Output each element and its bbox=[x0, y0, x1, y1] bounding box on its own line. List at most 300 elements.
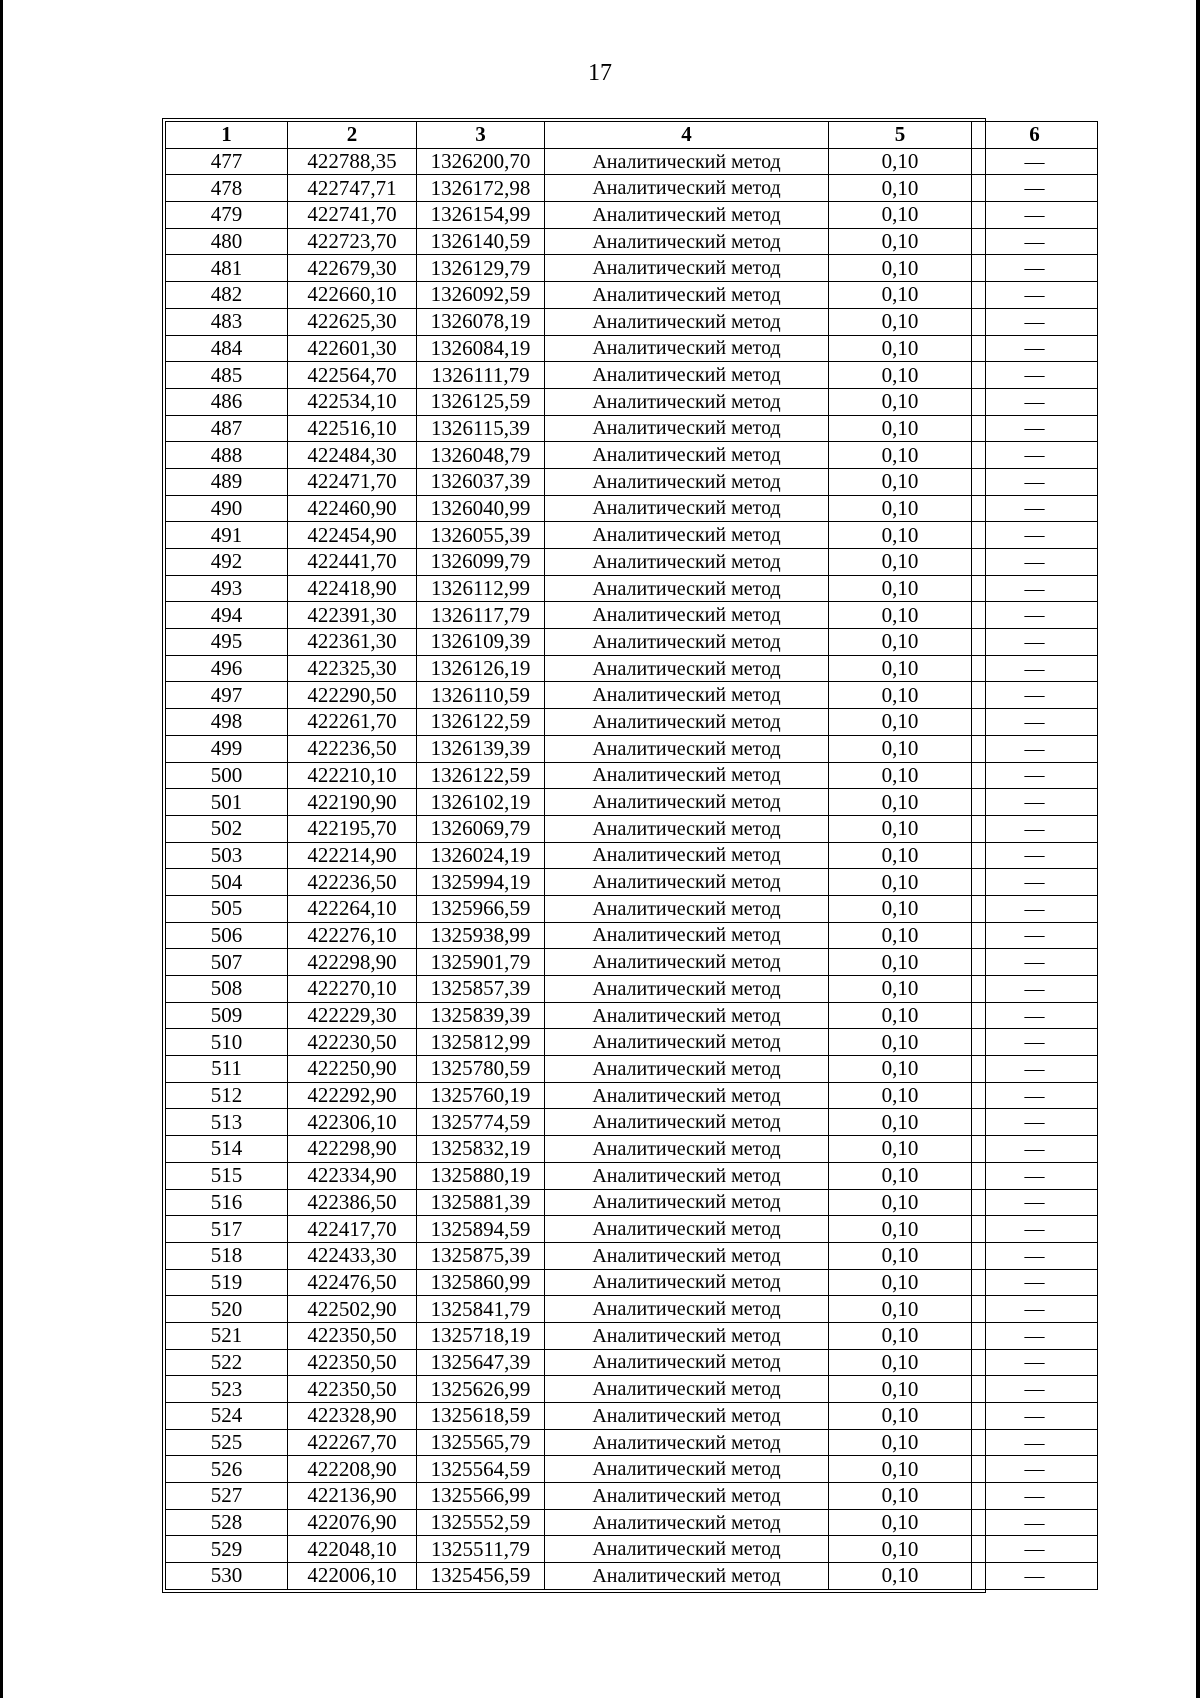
y-coordinate-cell: 1326154,99 bbox=[417, 202, 545, 229]
note-cell: — bbox=[972, 602, 1098, 629]
accuracy-cell: 0,10 bbox=[829, 1189, 972, 1216]
note-cell: — bbox=[972, 1189, 1098, 1216]
table-row bbox=[166, 602, 1098, 629]
method-cell: Аналитический метод bbox=[545, 1029, 829, 1056]
x-coordinate-cell: 422048,10 bbox=[288, 1536, 417, 1563]
note-cell: — bbox=[972, 949, 1098, 976]
table-row bbox=[166, 1029, 1098, 1056]
x-coordinate-cell: 422460,90 bbox=[288, 495, 417, 522]
point-number-cell: 515 bbox=[166, 1162, 288, 1189]
table-header-row bbox=[166, 122, 1098, 149]
table-row bbox=[166, 175, 1098, 202]
table-row bbox=[166, 362, 1098, 389]
y-coordinate-cell: 1325966,59 bbox=[417, 895, 545, 922]
table-row bbox=[166, 789, 1098, 816]
point-number-cell: 485 bbox=[166, 362, 288, 389]
accuracy-cell: 0,10 bbox=[829, 335, 972, 362]
table-row bbox=[166, 495, 1098, 522]
header-col-1: 1 bbox=[166, 122, 288, 149]
x-coordinate-cell: 422267,70 bbox=[288, 1429, 417, 1456]
point-number-cell: 511 bbox=[166, 1056, 288, 1083]
x-coordinate-cell: 422229,30 bbox=[288, 1002, 417, 1029]
note-cell: — bbox=[972, 468, 1098, 495]
x-coordinate-cell: 422195,70 bbox=[288, 815, 417, 842]
header-col-2: 2 bbox=[288, 122, 417, 149]
point-number-cell: 526 bbox=[166, 1456, 288, 1483]
note-cell: — bbox=[972, 976, 1098, 1003]
table-row bbox=[166, 895, 1098, 922]
point-number-cell: 499 bbox=[166, 735, 288, 762]
point-number-cell: 527 bbox=[166, 1483, 288, 1510]
note-cell: — bbox=[972, 655, 1098, 682]
accuracy-cell: 0,10 bbox=[829, 362, 972, 389]
x-coordinate-cell: 422328,90 bbox=[288, 1403, 417, 1430]
x-coordinate-cell: 422276,10 bbox=[288, 922, 417, 949]
accuracy-cell: 0,10 bbox=[829, 282, 972, 309]
x-coordinate-cell: 422006,10 bbox=[288, 1563, 417, 1590]
y-coordinate-cell: 1325760,19 bbox=[417, 1082, 545, 1109]
point-number-cell: 517 bbox=[166, 1216, 288, 1243]
point-number-cell: 514 bbox=[166, 1136, 288, 1163]
method-cell: Аналитический метод bbox=[545, 255, 829, 282]
accuracy-cell: 0,10 bbox=[829, 1242, 972, 1269]
y-coordinate-cell: 1325456,59 bbox=[417, 1563, 545, 1590]
method-cell: Аналитический метод bbox=[545, 362, 829, 389]
note-cell: — bbox=[972, 1082, 1098, 1109]
method-cell: Аналитический метод bbox=[545, 1429, 829, 1456]
x-coordinate-cell: 422214,90 bbox=[288, 842, 417, 869]
table-row bbox=[166, 335, 1098, 362]
page-number: 17 bbox=[588, 60, 612, 86]
method-cell: Аналитический метод bbox=[545, 1322, 829, 1349]
x-coordinate-cell: 422230,50 bbox=[288, 1029, 417, 1056]
note-cell: — bbox=[972, 842, 1098, 869]
y-coordinate-cell: 1326048,79 bbox=[417, 442, 545, 469]
x-coordinate-cell: 422741,70 bbox=[288, 202, 417, 229]
table-row bbox=[166, 575, 1098, 602]
x-coordinate-cell: 422534,10 bbox=[288, 388, 417, 415]
method-cell: Аналитический метод bbox=[545, 1002, 829, 1029]
method-cell: Аналитический метод bbox=[545, 282, 829, 309]
y-coordinate-cell: 1326122,59 bbox=[417, 709, 545, 736]
accuracy-cell: 0,10 bbox=[829, 442, 972, 469]
x-coordinate-cell: 422350,50 bbox=[288, 1349, 417, 1376]
y-coordinate-cell: 1326040,99 bbox=[417, 495, 545, 522]
header-col-6: 6 bbox=[972, 122, 1098, 149]
accuracy-cell: 0,10 bbox=[829, 175, 972, 202]
method-cell: Аналитический метод bbox=[545, 335, 829, 362]
scan-edge-right bbox=[1196, 0, 1200, 1698]
accuracy-cell: 0,10 bbox=[829, 762, 972, 789]
scan-edge-left bbox=[0, 0, 3, 1698]
y-coordinate-cell: 1325901,79 bbox=[417, 949, 545, 976]
table-row bbox=[166, 1136, 1098, 1163]
note-cell: — bbox=[972, 1029, 1098, 1056]
method-cell: Аналитический метод bbox=[545, 1136, 829, 1163]
table-row bbox=[166, 655, 1098, 682]
point-number-cell: 478 bbox=[166, 175, 288, 202]
method-cell: Аналитический метод bbox=[545, 308, 829, 335]
point-number-cell: 497 bbox=[166, 682, 288, 709]
header-col-3: 3 bbox=[417, 122, 545, 149]
x-coordinate-cell: 422747,71 bbox=[288, 175, 417, 202]
table-row bbox=[166, 842, 1098, 869]
y-coordinate-cell: 1326078,19 bbox=[417, 308, 545, 335]
note-cell: — bbox=[972, 1056, 1098, 1083]
table-row bbox=[166, 228, 1098, 255]
x-coordinate-cell: 422334,90 bbox=[288, 1162, 417, 1189]
note-cell: — bbox=[972, 1349, 1098, 1376]
method-cell: Аналитический метод bbox=[545, 1216, 829, 1243]
y-coordinate-cell: 1325860,99 bbox=[417, 1269, 545, 1296]
header-col-4: 4 bbox=[545, 122, 829, 149]
note-cell: — bbox=[972, 335, 1098, 362]
accuracy-cell: 0,10 bbox=[829, 1082, 972, 1109]
accuracy-cell: 0,10 bbox=[829, 895, 972, 922]
y-coordinate-cell: 1326112,99 bbox=[417, 575, 545, 602]
point-number-cell: 512 bbox=[166, 1082, 288, 1109]
x-coordinate-cell: 422788,35 bbox=[288, 148, 417, 175]
method-cell: Аналитический метод bbox=[545, 388, 829, 415]
point-number-cell: 481 bbox=[166, 255, 288, 282]
method-cell: Аналитический метод bbox=[545, 1403, 829, 1430]
accuracy-cell: 0,10 bbox=[829, 1296, 972, 1323]
y-coordinate-cell: 1325841,79 bbox=[417, 1296, 545, 1323]
x-coordinate-cell: 422350,50 bbox=[288, 1376, 417, 1403]
note-cell: — bbox=[972, 1216, 1098, 1243]
method-cell: Аналитический метод bbox=[545, 468, 829, 495]
x-coordinate-cell: 422679,30 bbox=[288, 255, 417, 282]
accuracy-cell: 0,10 bbox=[829, 1509, 972, 1536]
point-number-cell: 525 bbox=[166, 1429, 288, 1456]
accuracy-cell: 0,10 bbox=[829, 1216, 972, 1243]
note-cell: — bbox=[972, 762, 1098, 789]
table-row bbox=[166, 1376, 1098, 1403]
point-number-cell: 507 bbox=[166, 949, 288, 976]
method-cell: Аналитический метод bbox=[545, 869, 829, 896]
table-row bbox=[166, 1563, 1098, 1590]
accuracy-cell: 0,10 bbox=[829, 202, 972, 229]
x-coordinate-cell: 422502,90 bbox=[288, 1296, 417, 1323]
method-cell: Аналитический метод bbox=[545, 522, 829, 549]
x-coordinate-cell: 422236,50 bbox=[288, 735, 417, 762]
y-coordinate-cell: 1325994,19 bbox=[417, 869, 545, 896]
point-number-cell: 520 bbox=[166, 1296, 288, 1323]
note-cell: — bbox=[972, 922, 1098, 949]
table-row bbox=[166, 976, 1098, 1003]
table-row bbox=[166, 1403, 1098, 1430]
method-cell: Аналитический метод bbox=[545, 1296, 829, 1323]
x-coordinate-cell: 422264,10 bbox=[288, 895, 417, 922]
x-coordinate-cell: 422386,50 bbox=[288, 1189, 417, 1216]
y-coordinate-cell: 1325774,59 bbox=[417, 1109, 545, 1136]
table-row bbox=[166, 1269, 1098, 1296]
note-cell: — bbox=[972, 1563, 1098, 1590]
x-coordinate-cell: 422660,10 bbox=[288, 282, 417, 309]
accuracy-cell: 0,10 bbox=[829, 976, 972, 1003]
accuracy-cell: 0,10 bbox=[829, 415, 972, 442]
accuracy-cell: 0,10 bbox=[829, 842, 972, 869]
accuracy-cell: 0,10 bbox=[829, 1376, 972, 1403]
y-coordinate-cell: 1326024,19 bbox=[417, 842, 545, 869]
point-number-cell: 523 bbox=[166, 1376, 288, 1403]
table-row bbox=[166, 1189, 1098, 1216]
y-coordinate-cell: 1326099,79 bbox=[417, 549, 545, 576]
note-cell: — bbox=[972, 1269, 1098, 1296]
accuracy-cell: 0,10 bbox=[829, 1056, 972, 1083]
accuracy-cell: 0,10 bbox=[829, 1269, 972, 1296]
x-coordinate-cell: 422471,70 bbox=[288, 468, 417, 495]
method-cell: Аналитический метод bbox=[545, 629, 829, 656]
note-cell: — bbox=[972, 575, 1098, 602]
y-coordinate-cell: 1326084,19 bbox=[417, 335, 545, 362]
point-number-cell: 528 bbox=[166, 1509, 288, 1536]
point-number-cell: 482 bbox=[166, 282, 288, 309]
y-coordinate-cell: 1325839,39 bbox=[417, 1002, 545, 1029]
point-number-cell: 518 bbox=[166, 1242, 288, 1269]
accuracy-cell: 0,10 bbox=[829, 1429, 972, 1456]
y-coordinate-cell: 1326139,39 bbox=[417, 735, 545, 762]
table-row bbox=[166, 1536, 1098, 1563]
note-cell: — bbox=[972, 1109, 1098, 1136]
table-row bbox=[166, 1216, 1098, 1243]
accuracy-cell: 0,10 bbox=[829, 735, 972, 762]
accuracy-cell: 0,10 bbox=[829, 575, 972, 602]
y-coordinate-cell: 1325647,39 bbox=[417, 1349, 545, 1376]
y-coordinate-cell: 1325566,99 bbox=[417, 1483, 545, 1510]
method-cell: Аналитический метод bbox=[545, 148, 829, 175]
y-coordinate-cell: 1326092,59 bbox=[417, 282, 545, 309]
x-coordinate-cell: 422208,90 bbox=[288, 1456, 417, 1483]
y-coordinate-cell: 1325565,79 bbox=[417, 1429, 545, 1456]
point-number-cell: 488 bbox=[166, 442, 288, 469]
accuracy-cell: 0,10 bbox=[829, 468, 972, 495]
table-row bbox=[166, 1296, 1098, 1323]
note-cell: — bbox=[972, 1536, 1098, 1563]
method-cell: Аналитический метод bbox=[545, 1109, 829, 1136]
point-number-cell: 480 bbox=[166, 228, 288, 255]
x-coordinate-cell: 422516,10 bbox=[288, 415, 417, 442]
method-cell: Аналитический метод bbox=[545, 1189, 829, 1216]
table-row bbox=[166, 1349, 1098, 1376]
x-coordinate-cell: 422298,90 bbox=[288, 949, 417, 976]
note-cell: — bbox=[972, 789, 1098, 816]
note-cell: — bbox=[972, 1002, 1098, 1029]
accuracy-cell: 0,10 bbox=[829, 1136, 972, 1163]
x-coordinate-cell: 422417,70 bbox=[288, 1216, 417, 1243]
accuracy-cell: 0,10 bbox=[829, 922, 972, 949]
table-row bbox=[166, 735, 1098, 762]
table-row bbox=[166, 949, 1098, 976]
accuracy-cell: 0,10 bbox=[829, 869, 972, 896]
y-coordinate-cell: 1325618,59 bbox=[417, 1403, 545, 1430]
method-cell: Аналитический метод bbox=[545, 709, 829, 736]
y-coordinate-cell: 1326109,39 bbox=[417, 629, 545, 656]
y-coordinate-cell: 1326172,98 bbox=[417, 175, 545, 202]
note-cell: — bbox=[972, 415, 1098, 442]
point-number-cell: 505 bbox=[166, 895, 288, 922]
x-coordinate-cell: 422076,90 bbox=[288, 1509, 417, 1536]
method-cell: Аналитический метод bbox=[545, 175, 829, 202]
table-body bbox=[166, 148, 1098, 1589]
note-cell: — bbox=[972, 1242, 1098, 1269]
table-row bbox=[166, 282, 1098, 309]
y-coordinate-cell: 1326125,59 bbox=[417, 388, 545, 415]
y-coordinate-cell: 1325875,39 bbox=[417, 1242, 545, 1269]
method-cell: Аналитический метод bbox=[545, 842, 829, 869]
note-cell: — bbox=[972, 522, 1098, 549]
x-coordinate-cell: 422476,50 bbox=[288, 1269, 417, 1296]
point-number-cell: 486 bbox=[166, 388, 288, 415]
point-number-cell: 530 bbox=[166, 1563, 288, 1590]
x-coordinate-cell: 422564,70 bbox=[288, 362, 417, 389]
method-cell: Аналитический метод bbox=[545, 1563, 829, 1590]
accuracy-cell: 0,10 bbox=[829, 1403, 972, 1430]
x-coordinate-cell: 422261,70 bbox=[288, 709, 417, 736]
x-coordinate-cell: 422454,90 bbox=[288, 522, 417, 549]
point-number-cell: 495 bbox=[166, 629, 288, 656]
accuracy-cell: 0,10 bbox=[829, 148, 972, 175]
y-coordinate-cell: 1325511,79 bbox=[417, 1536, 545, 1563]
point-number-cell: 491 bbox=[166, 522, 288, 549]
x-coordinate-cell: 422433,30 bbox=[288, 1242, 417, 1269]
method-cell: Аналитический метод bbox=[545, 655, 829, 682]
x-coordinate-cell: 422292,90 bbox=[288, 1082, 417, 1109]
method-cell: Аналитический метод bbox=[545, 602, 829, 629]
table-row bbox=[166, 1483, 1098, 1510]
note-cell: — bbox=[972, 255, 1098, 282]
y-coordinate-cell: 1325626,99 bbox=[417, 1376, 545, 1403]
accuracy-cell: 0,10 bbox=[829, 255, 972, 282]
table-row bbox=[166, 629, 1098, 656]
table-row bbox=[166, 255, 1098, 282]
note-cell: — bbox=[972, 175, 1098, 202]
table-row bbox=[166, 762, 1098, 789]
point-number-cell: 492 bbox=[166, 549, 288, 576]
point-number-cell: 513 bbox=[166, 1109, 288, 1136]
table-row bbox=[166, 1429, 1098, 1456]
note-cell: — bbox=[972, 1162, 1098, 1189]
accuracy-cell: 0,10 bbox=[829, 1029, 972, 1056]
point-number-cell: 509 bbox=[166, 1002, 288, 1029]
method-cell: Аналитический метод bbox=[545, 1162, 829, 1189]
note-cell: — bbox=[972, 228, 1098, 255]
accuracy-cell: 0,10 bbox=[829, 1483, 972, 1510]
method-cell: Аналитический метод bbox=[545, 442, 829, 469]
method-cell: Аналитический метод bbox=[545, 895, 829, 922]
table-row bbox=[166, 1456, 1098, 1483]
note-cell: — bbox=[972, 282, 1098, 309]
note-cell: — bbox=[972, 388, 1098, 415]
table-row bbox=[166, 522, 1098, 549]
point-number-cell: 489 bbox=[166, 468, 288, 495]
method-cell: Аналитический метод bbox=[545, 575, 829, 602]
note-cell: — bbox=[972, 362, 1098, 389]
y-coordinate-cell: 1325780,59 bbox=[417, 1056, 545, 1083]
accuracy-cell: 0,10 bbox=[829, 655, 972, 682]
note-cell: — bbox=[972, 549, 1098, 576]
y-coordinate-cell: 1326140,59 bbox=[417, 228, 545, 255]
y-coordinate-cell: 1326122,59 bbox=[417, 762, 545, 789]
point-number-cell: 506 bbox=[166, 922, 288, 949]
point-number-cell: 500 bbox=[166, 762, 288, 789]
x-coordinate-cell: 422270,10 bbox=[288, 976, 417, 1003]
y-coordinate-cell: 1325857,39 bbox=[417, 976, 545, 1003]
method-cell: Аналитический метод bbox=[545, 202, 829, 229]
accuracy-cell: 0,10 bbox=[829, 1536, 972, 1563]
table-row bbox=[166, 709, 1098, 736]
accuracy-cell: 0,10 bbox=[829, 1322, 972, 1349]
accuracy-cell: 0,10 bbox=[829, 949, 972, 976]
accuracy-cell: 0,10 bbox=[829, 1456, 972, 1483]
note-cell: — bbox=[972, 1456, 1098, 1483]
y-coordinate-cell: 1326055,39 bbox=[417, 522, 545, 549]
point-number-cell: 516 bbox=[166, 1189, 288, 1216]
point-number-cell: 496 bbox=[166, 655, 288, 682]
method-cell: Аналитический метод bbox=[545, 922, 829, 949]
point-number-cell: 483 bbox=[166, 308, 288, 335]
x-coordinate-cell: 422325,30 bbox=[288, 655, 417, 682]
note-cell: — bbox=[972, 735, 1098, 762]
table-row bbox=[166, 1002, 1098, 1029]
accuracy-cell: 0,10 bbox=[829, 1563, 972, 1590]
y-coordinate-cell: 1325881,39 bbox=[417, 1189, 545, 1216]
note-cell: — bbox=[972, 709, 1098, 736]
method-cell: Аналитический метод bbox=[545, 815, 829, 842]
y-coordinate-cell: 1326129,79 bbox=[417, 255, 545, 282]
note-cell: — bbox=[972, 1376, 1098, 1403]
method-cell: Аналитический метод bbox=[545, 1483, 829, 1510]
method-cell: Аналитический метод bbox=[545, 415, 829, 442]
accuracy-cell: 0,10 bbox=[829, 1002, 972, 1029]
y-coordinate-cell: 1326037,39 bbox=[417, 468, 545, 495]
method-cell: Аналитический метод bbox=[545, 1242, 829, 1269]
point-number-cell: 521 bbox=[166, 1322, 288, 1349]
accuracy-cell: 0,10 bbox=[829, 228, 972, 255]
point-number-cell: 477 bbox=[166, 148, 288, 175]
table-row bbox=[166, 1242, 1098, 1269]
header-col-5: 5 bbox=[829, 122, 972, 149]
accuracy-cell: 0,10 bbox=[829, 629, 972, 656]
point-number-cell: 504 bbox=[166, 869, 288, 896]
x-coordinate-cell: 422298,90 bbox=[288, 1136, 417, 1163]
method-cell: Аналитический метод bbox=[545, 682, 829, 709]
note-cell: — bbox=[972, 308, 1098, 335]
x-coordinate-cell: 422391,30 bbox=[288, 602, 417, 629]
x-coordinate-cell: 422601,30 bbox=[288, 335, 417, 362]
x-coordinate-cell: 422441,70 bbox=[288, 549, 417, 576]
point-number-cell: 508 bbox=[166, 976, 288, 1003]
method-cell: Аналитический метод bbox=[545, 1376, 829, 1403]
y-coordinate-cell: 1325812,99 bbox=[417, 1029, 545, 1056]
note-cell: — bbox=[972, 1429, 1098, 1456]
y-coordinate-cell: 1326069,79 bbox=[417, 815, 545, 842]
accuracy-cell: 0,10 bbox=[829, 495, 972, 522]
y-coordinate-cell: 1326110,59 bbox=[417, 682, 545, 709]
note-cell: — bbox=[972, 148, 1098, 175]
table-row bbox=[166, 1056, 1098, 1083]
y-coordinate-cell: 1325832,19 bbox=[417, 1136, 545, 1163]
note-cell: — bbox=[972, 629, 1098, 656]
accuracy-cell: 0,10 bbox=[829, 815, 972, 842]
y-coordinate-cell: 1326115,39 bbox=[417, 415, 545, 442]
point-number-cell: 529 bbox=[166, 1536, 288, 1563]
table-row bbox=[166, 1082, 1098, 1109]
note-cell: — bbox=[972, 1509, 1098, 1536]
x-coordinate-cell: 422290,50 bbox=[288, 682, 417, 709]
table-row bbox=[166, 1162, 1098, 1189]
note-cell: — bbox=[972, 895, 1098, 922]
